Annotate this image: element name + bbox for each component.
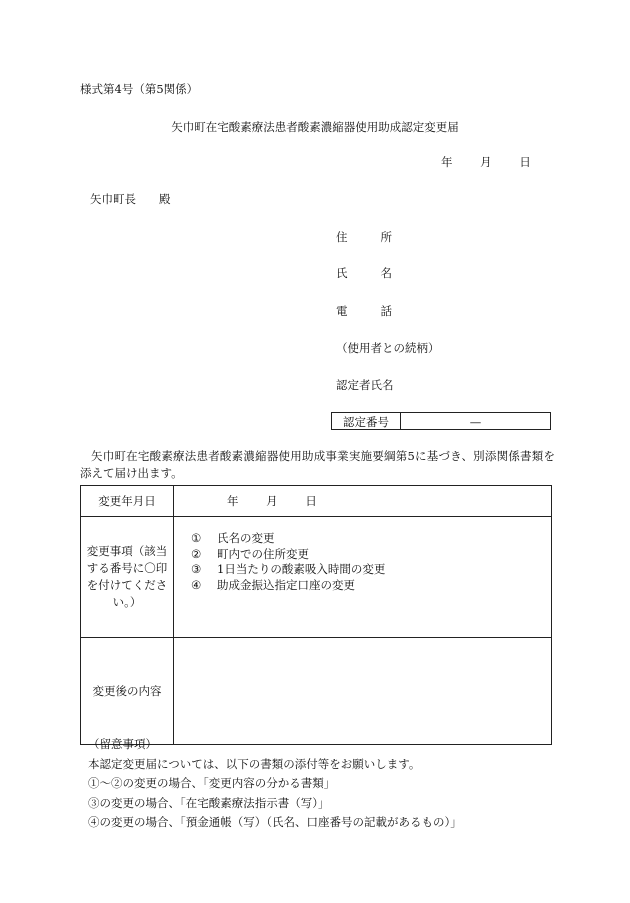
- intro-text: 矢巾町在宅酸素療法患者酸素濃縮器使用助成事業実施要綱第5に基づき、別添関係書類を添えて届け出ます。: [80, 449, 555, 480]
- item-text: 氏名の変更: [217, 531, 275, 545]
- submission-date: [441, 157, 531, 169]
- item-text: 町内での住所変更: [217, 546, 309, 561]
- change-month-label: 月: [266, 494, 278, 508]
- relation-label: （使用者との続柄）: [336, 341, 440, 355]
- date-month-label: 月: [480, 155, 492, 169]
- change-items-list: [174, 517, 552, 638]
- notes-line: ④の変更の場合、「預金通帳（写）（氏名、口座番号の記載があるもの）」: [88, 815, 462, 829]
- notes-line: ①～②の変更の場合、「変更内容の分かる書類」: [88, 776, 336, 790]
- change-table: [80, 485, 552, 745]
- cert-number-box: [331, 412, 551, 430]
- document-title: 矢巾町在宅酸素療法患者酸素濃縮器使用助成認定変更届: [171, 120, 459, 134]
- list-item[interactable]: [191, 531, 551, 547]
- notes-section: [88, 735, 462, 833]
- name-label: 氏名: [336, 266, 392, 280]
- date-year-label: 年: [441, 155, 453, 169]
- date-day-label: 日: [519, 155, 531, 169]
- address-field[interactable]: [336, 232, 392, 244]
- change-date-label: 変更年月日: [81, 486, 174, 517]
- name-field[interactable]: [336, 268, 392, 280]
- change-day-label: 日: [305, 494, 317, 508]
- item-text: 助成金振込指定口座の変更: [217, 577, 355, 592]
- table-row: [81, 486, 552, 517]
- cert-number-value[interactable]: —: [469, 415, 482, 429]
- item-number: ③: [191, 562, 202, 576]
- form-number: 様式第4号（第5関係）: [80, 82, 199, 96]
- change-items-label: 変更事項（該当する番号に〇印を付けてください。）: [81, 517, 174, 638]
- table-row: [81, 638, 552, 745]
- item-number: ④: [191, 577, 202, 592]
- phone-label: 電話: [336, 304, 392, 318]
- item-number: ①: [191, 531, 202, 545]
- item-number: ②: [191, 546, 202, 561]
- address-label: 住所: [336, 230, 392, 244]
- list-item[interactable]: [191, 578, 551, 594]
- recipient: 矢巾町長 殿: [90, 192, 171, 206]
- notes-line: 本認定変更届については、以下の書類の添付等をお願いします。: [88, 756, 421, 771]
- list-item[interactable]: [191, 547, 551, 563]
- change-year-label: 年: [227, 494, 239, 508]
- certified-name-label: 認定者氏名: [336, 378, 394, 392]
- phone-field[interactable]: [336, 306, 392, 318]
- table-row: [81, 517, 552, 638]
- after-change-field[interactable]: [174, 638, 552, 745]
- item-text: 1日当たりの酸素吸入時間の変更: [217, 562, 386, 576]
- list-item[interactable]: [191, 562, 551, 578]
- change-date-field[interactable]: [174, 486, 552, 517]
- cert-number-label: 認定番号: [332, 413, 401, 429]
- after-change-label: 変更後の内容: [81, 638, 174, 745]
- notes-line: ③の変更の場合、「在宅酸素療法指示書（写）」: [88, 795, 330, 810]
- notes-heading: （留意事項）: [88, 737, 157, 751]
